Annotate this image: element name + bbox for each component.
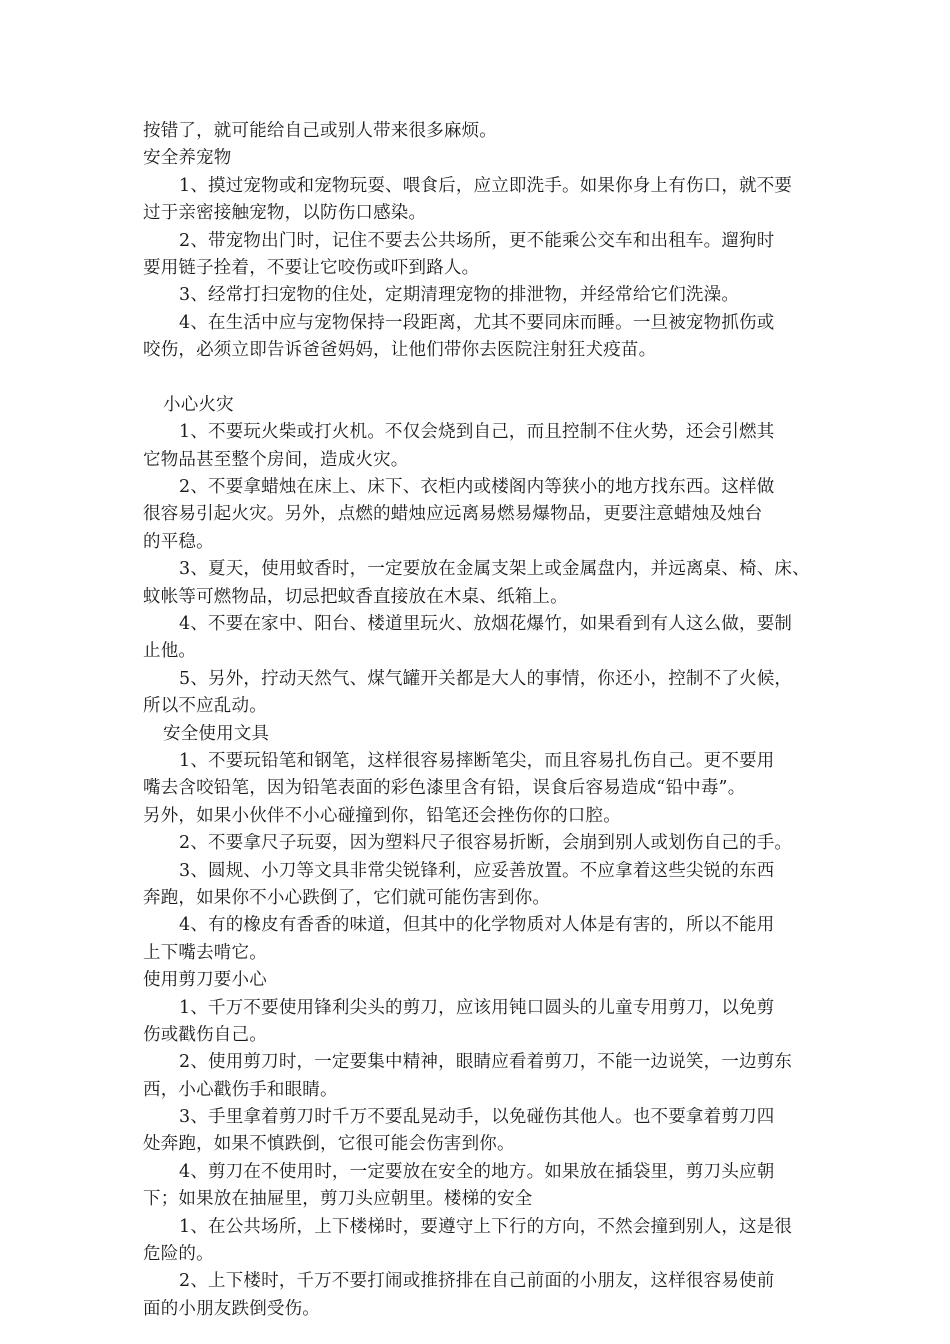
text-line: 过于亲密接触宠物，以防伤口感染。 [143, 203, 427, 224]
text-line: 3、经常打扫宠物的住处，定期清理宠物的排泄物，并经常给它们洗澡。 [179, 285, 740, 306]
text-line: 下；如果放在抽屉里，剪刀头应朝里。楼梯的安全 [143, 1189, 533, 1210]
text-line: 1、不要玩火柴或打火机。不仅会烧到自己，而且控制不住火势，还会引燃其 [179, 422, 775, 443]
section-heading-stationery: 安全使用文具 [163, 723, 270, 744]
text-line: 所以不应乱动。 [143, 696, 267, 717]
text-line: 止他。 [143, 641, 197, 662]
text-line: 2、使用剪刀时，一定要集中精神，眼睛应看着剪刀，不能一边说笑，一边剪东 [179, 1052, 793, 1073]
blank-line [143, 365, 813, 392]
section-heading-scissors: 使用剪刀要小心 [143, 970, 267, 991]
text-line: 西，小心戳伤手和眼睛。 [143, 1079, 338, 1100]
text-line: 要用链子拴着，不要让它咬伤或吓到路人。 [143, 257, 480, 278]
text-line: 4、在生活中应与宠物保持一段距离，尤其不要同床而睡。一旦被宠物抓伤或 [179, 312, 775, 333]
text-line: 1、摸过宠物或和宠物玩耍、喂食后，应立即洗手。如果你身上有伤口，就不要 [179, 175, 793, 196]
text-line: 3、夏天，使用蚊香时，一定要放在金属支架上或金属盘内，并远离桌、椅、床、 [179, 559, 810, 580]
document-body [143, 118, 813, 1323]
text-line: 的平稳。 [143, 531, 214, 552]
section-heading-pets: 安全养宠物 [143, 148, 232, 169]
text-line: 4、剪刀在不使用时，一定要放在安全的地方。如果放在插袋里，剪刀头应朝 [179, 1161, 775, 1182]
text-line: 3、圆规、小刀等文具非常尖锐锋利，应妥善放置。不应拿着这些尖锐的东西 [179, 860, 775, 881]
text-line: 1、在公共场所，上下楼梯时，要遵守上下行的方向，不然会撞到别人，这是很 [179, 1216, 793, 1237]
text-line: 2、带宠物出门时，记住不要去公共场所，更不能乘公交车和出租车。遛狗时 [179, 230, 775, 251]
text-line: 1、千万不要使用锋利尖头的剪刀，应该用钝口圆头的儿童专用剪刀，以免剪 [179, 997, 775, 1018]
text-line: 奔跑，如果你不小心跌倒了，它们就可能伤害到你。 [143, 887, 551, 908]
text-line: 按错了，就可能给自己或别人带来很多麻烦。 [143, 121, 497, 141]
text-line: 危险的。 [143, 1244, 214, 1265]
text-line: 5、另外，拧动天然气、煤气罐开关都是大人的事情，你还小，控制不了火候， [179, 668, 793, 689]
text-line: 嘴去含咬铅笔，因为铅笔表面的彩色漆里含有铅，误食后容易造成“铅中毒”。 [143, 778, 746, 799]
text-line: 伤或戳伤自己。 [143, 1024, 267, 1045]
text-line: 蚊帐等可燃物品，切忌把蚊香直接放在木桌、纸箱上。 [143, 586, 568, 607]
text-line: 咬伤，必须立即告诉爸爸妈妈，让他们带你去医院注射狂犬疫苗。 [143, 340, 657, 361]
text-line: 面的小朋友跌倒受伤。 [143, 1298, 320, 1319]
text-line: 处奔跑，如果不慎跌倒，它很可能会伤害到你。 [143, 1134, 515, 1155]
text-line: 2、不要拿尺子玩耍，因为塑料尺子很容易折断，会崩到别人或划伤自己的手。 [179, 833, 793, 854]
text-line: 1、不要玩铅笔和钢笔，这样很容易摔断笔尖，而且容易扎伤自己。更不要用 [179, 750, 775, 771]
text-line: 它物品甚至整个房间，造成火灾。 [143, 449, 409, 470]
text-line: 2、不要拿蜡烛在床上、床下、衣柜内或楼阁内等狭小的地方找东西。这样做 [179, 477, 775, 498]
text-line: 上下嘴去啃它。 [143, 942, 267, 963]
section-heading-fire: 小心火灾 [163, 394, 234, 415]
text-line: 2、上下楼时，千万不要打闹或推挤排在自己前面的小朋友，这样很容易使前 [179, 1271, 775, 1292]
text-line: 另外，如果小伙伴不小心碰撞到你，铅笔还会挫伤你的口腔。 [143, 805, 621, 826]
text-line: 4、有的橡皮有香香的味道，但其中的化学物质对人体是有害的，所以不能用 [179, 915, 775, 936]
text-line: 很容易引起火灾。另外，点燃的蜡烛应远离易燃易爆物品，更要注意蜡烛及烛台 [143, 504, 763, 525]
text-line: 3、手里拿着剪刀时千万不要乱晃动手，以免碰伤其他人。也不要拿着剪刀四 [179, 1107, 775, 1128]
text-line: 4、不要在家中、阳台、楼道里玩火、放烟花爆竹，如果看到有人这么做，要制 [179, 614, 793, 635]
